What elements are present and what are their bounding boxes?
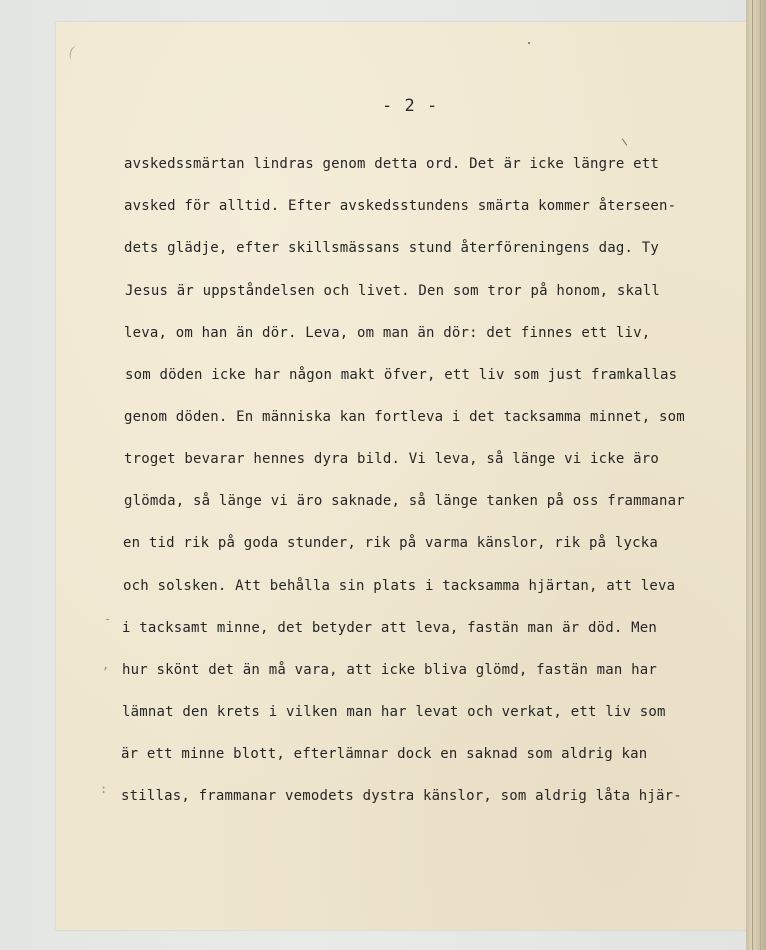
margin-dot: : bbox=[100, 782, 108, 796]
text-line: hur skönt det än må vara, att icke bliva glömd, fastän man har bbox=[122, 662, 657, 678]
text-line: troget bevarar hennes dyra bild. Vi leva, så länge vi icke äro bbox=[124, 451, 659, 467]
text-line: avsked för alltid. Efter avskedsstundens smärta kommer återseen- bbox=[124, 198, 677, 214]
text-line: avskedssmärtan lindras genom detta ord. Det är icke längre ett bbox=[124, 156, 659, 172]
page-edge bbox=[746, 0, 766, 950]
text-line: stillas, frammanar vemodets dystra känslor, som aldrig låta hjär- bbox=[121, 788, 682, 804]
margin-dot: , bbox=[102, 658, 110, 672]
text-line: leva, om han än dör. Leva, om man än dör: det finnes ett liv, bbox=[124, 325, 651, 341]
text-line: är ett minne blott, efterlämnar dock en saknad som aldrig kan bbox=[121, 746, 648, 762]
text-line: Jesus är uppståndelsen och livet. Den som tror på honom, skall bbox=[125, 283, 660, 299]
text-line: en tid rik på goda stunder, rik på varma känslor, rik på lycka bbox=[123, 535, 658, 551]
margin-dash: - bbox=[104, 612, 112, 626]
text-line: genom döden. En människa kan fortleva i det tacksamma minnet, som bbox=[124, 409, 685, 425]
page-number: - 2 - bbox=[382, 96, 439, 116]
text-line: glömda, så länge vi äro saknade, så länge tanken på oss frammanar bbox=[124, 493, 685, 509]
text-line: lämnat den krets i vilken man har levat och verkat, ett liv som bbox=[122, 704, 666, 720]
ink-dot bbox=[528, 42, 530, 44]
text-line: och solsken. Att behålla sin plats i tacksamma hjärtan, att leva bbox=[123, 578, 676, 594]
text-line: dets glädje, efter skillsmässans stund återföreningens dag. Ty bbox=[124, 240, 659, 256]
page-edge-line bbox=[752, 0, 753, 950]
text-line: som döden icke har någon makt öfver, ett liv som just framkallas bbox=[125, 367, 678, 383]
text-line: i tacksamt minne, det betyder att leva, fastän man är död. Men bbox=[122, 620, 657, 636]
page-edge-line bbox=[760, 0, 761, 950]
